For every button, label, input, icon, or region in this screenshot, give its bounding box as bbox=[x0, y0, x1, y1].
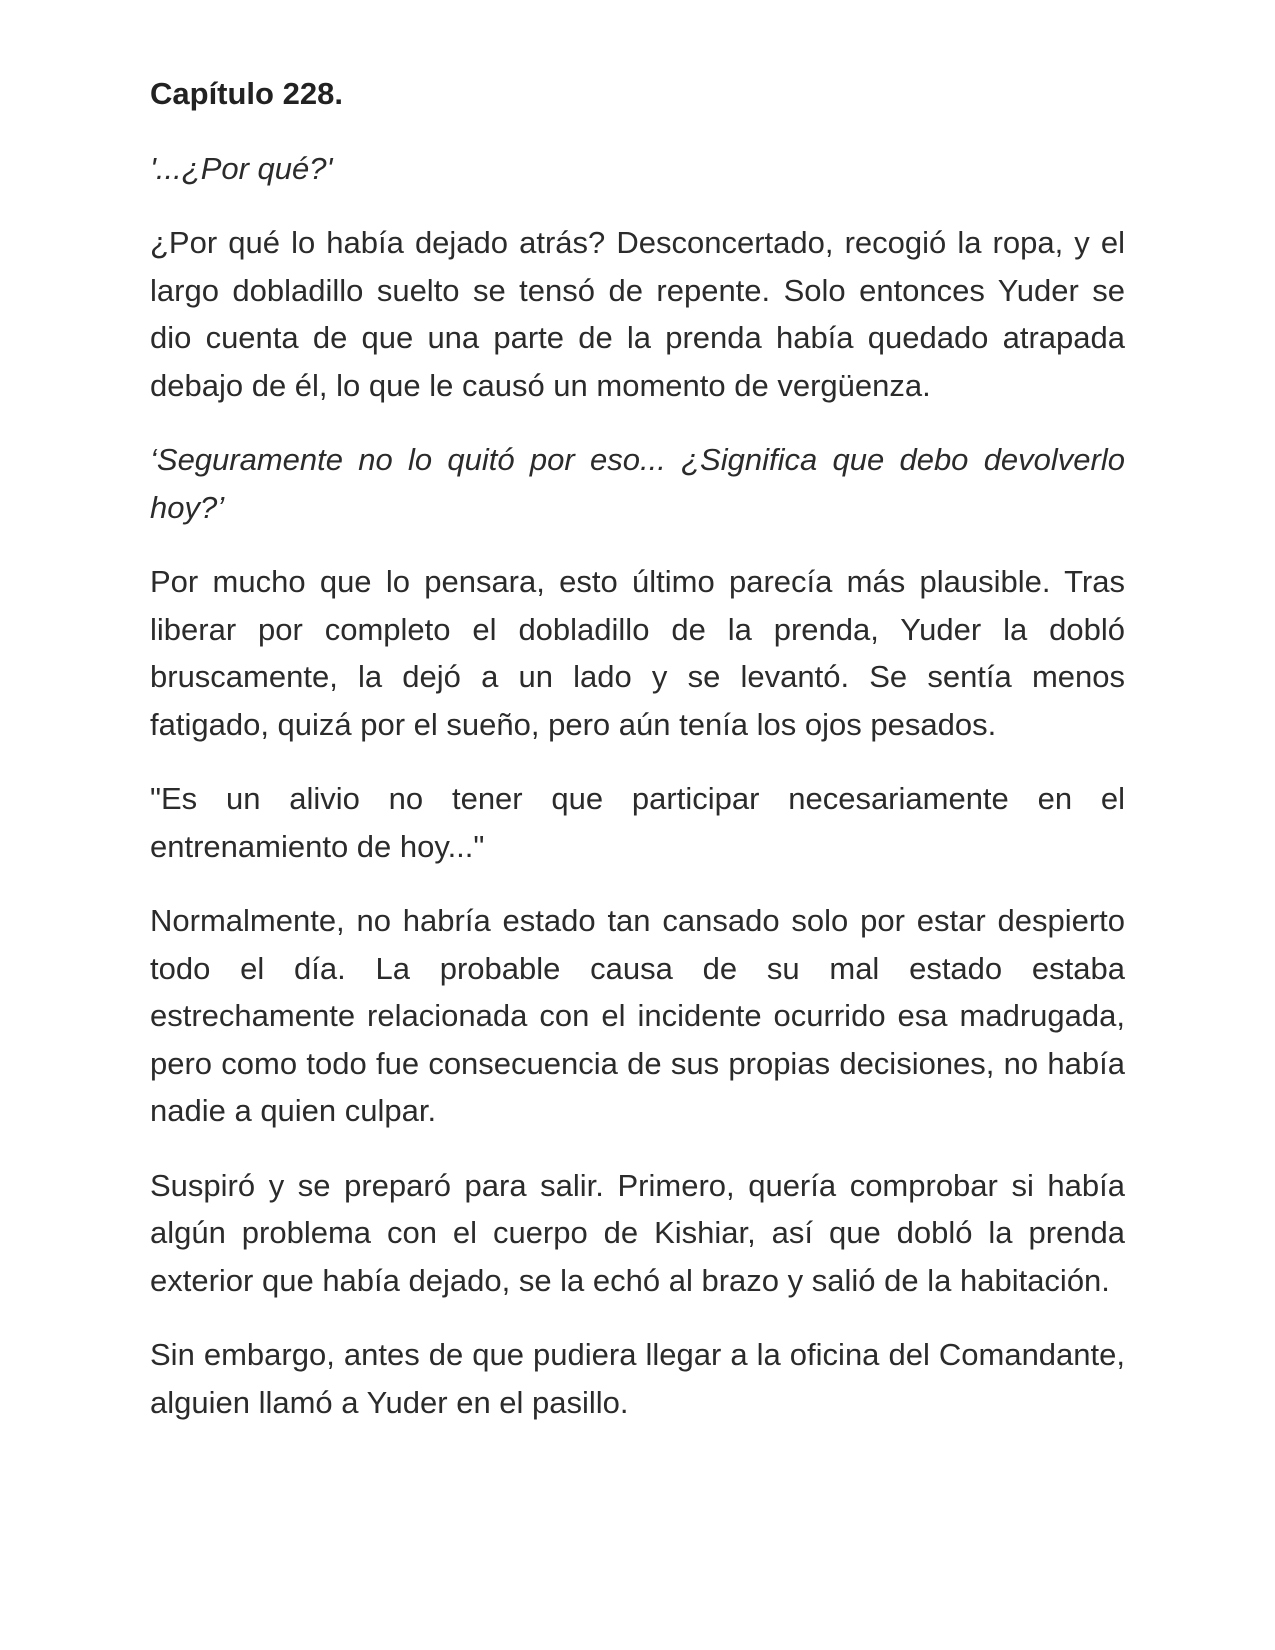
document-page bbox=[150, 70, 1125, 1426]
paragraph-2: Por mucho que lo pensara, esto último parecía más plausible. Tras liberar por completo el dobladillo de la prenda, Yuder la dobló bruscamente, la dejó a un lado y se levantó. Se sentía menos fatigado, quizá por el sueño, pero aún tenía los ojos pesados. bbox=[150, 564, 1125, 742]
paragraph-thought-2: ‘Seguramente no lo quitó por eso... ¿Significa que debo devolverlo hoy?’ bbox=[150, 442, 1125, 525]
paragraph-dialogue: "Es un alivio no tener que participar necesariamente en el entrenamiento de hoy..." bbox=[150, 781, 1125, 864]
paragraph-1: ¿Por qué lo había dejado atrás? Desconcertado, recogió la ropa, y el largo dobladillo suelto se tensó de repente. Solo entonces Yuder se dio cuenta de que una parte de la prenda había quedado atrapada debajo de él, lo que le causó un momento de vergüenza. bbox=[150, 225, 1125, 403]
chapter-title: Capítulo 228. bbox=[150, 76, 343, 111]
paragraph-3: Normalmente, no habría estado tan cansado solo por estar despierto todo el día. La probable causa de su mal estado estaba estrechamente relacionada con el incidente ocurrido esa madrugada, pero como todo fue consecuencia de sus propias decisiones, no había nadie a quien culpar. bbox=[150, 903, 1125, 1128]
paragraph-thought-1: '...¿Por qué?' bbox=[150, 150, 333, 186]
paragraph-5: Sin embargo, antes de que pudiera llegar a la oficina del Comandante, alguien llamó a Yuder en el pasillo. bbox=[150, 1337, 1125, 1420]
paragraph-4: Suspiró y se preparó para salir. Primero, quería comprobar si había algún problema con el cuerpo de Kishiar, así que dobló la prenda exterior que había dejado, se la echó al brazo y salió de la habitación. bbox=[150, 1167, 1125, 1298]
